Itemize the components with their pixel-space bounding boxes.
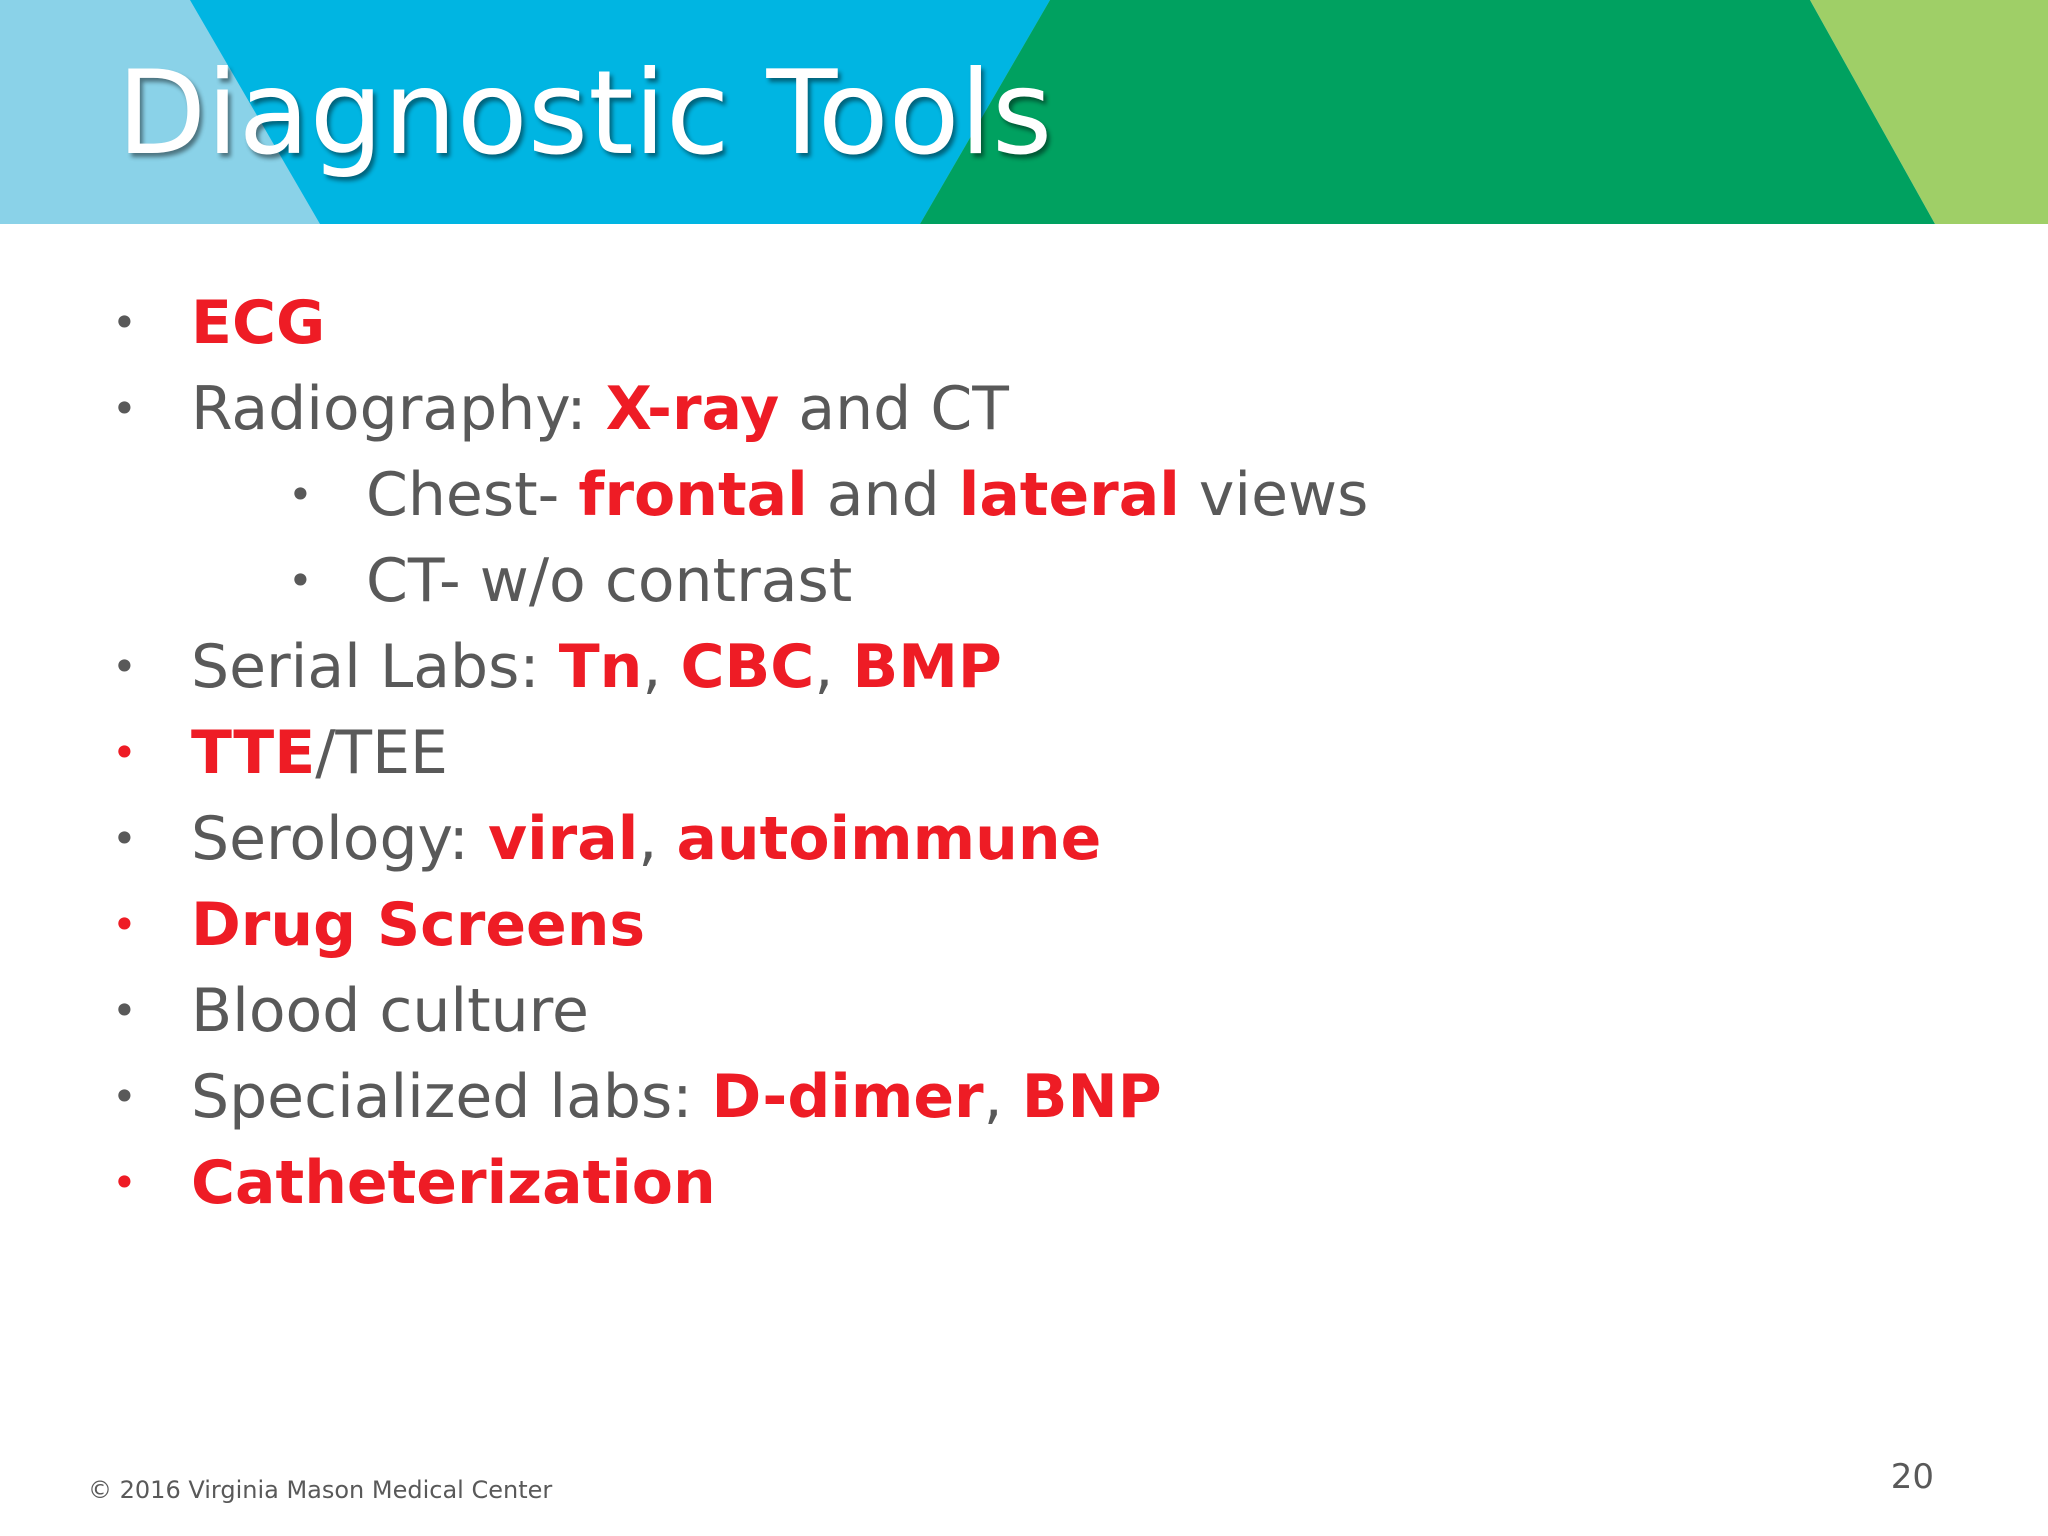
bullet-text-segment: Chest- — [366, 460, 579, 530]
bullet-marker: • — [112, 384, 137, 433]
bullet-item — [0, 1054, 2048, 1140]
bullet-text-segment: , — [814, 632, 853, 702]
highlighted-term: BMP — [852, 632, 1002, 702]
bullet-item — [0, 538, 2048, 624]
highlighted-term: lateral — [958, 460, 1180, 530]
banner-green-band — [920, 0, 1935, 224]
highlighted-term: TTE — [191, 718, 316, 788]
highlighted-term: viral — [487, 804, 639, 874]
bullet-text-segment: /TEE — [315, 718, 448, 788]
bullet-text — [191, 280, 325, 366]
bullet-text-segment: Blood culture — [191, 976, 589, 1046]
bullet-text-segment: views — [1179, 460, 1369, 530]
bullet-text — [191, 366, 1009, 452]
bullet-text — [366, 452, 1368, 538]
bullet-marker: • — [112, 298, 137, 347]
highlighted-term: D-dimer — [711, 1062, 984, 1132]
copyright-footer: © 2016 Virginia Mason Medical Center — [88, 1476, 553, 1504]
bullet-item — [0, 624, 2048, 710]
bullet-text — [191, 1054, 1162, 1140]
bullet-text-segment: and CT — [779, 374, 1009, 444]
bullet-text-segment: Radiography: — [191, 374, 606, 444]
highlighted-term: ECG — [191, 288, 326, 358]
bullet-marker: • — [112, 900, 137, 949]
bullet-marker: • — [112, 1072, 137, 1121]
highlighted-term: CBC — [680, 632, 815, 702]
bullet-marker: • — [112, 814, 137, 863]
bullet-text-segment: and — [807, 460, 959, 530]
highlighted-term: X-ray — [605, 374, 780, 444]
bullet-item — [0, 1140, 2048, 1226]
bullet-item — [0, 882, 2048, 968]
bullet-text — [191, 710, 448, 796]
highlighted-term: autoimmune — [676, 804, 1102, 874]
bullet-text — [191, 624, 1002, 710]
bullet-text-segment: Specialized labs: — [191, 1062, 712, 1132]
bullet-item — [0, 280, 2048, 366]
bullet-item — [0, 366, 2048, 452]
bullet-text-segment: Serial Labs: — [191, 632, 559, 702]
highlighted-term: Catheterization — [191, 1148, 716, 1218]
page-number: 20 — [1890, 1457, 1934, 1497]
bullet-text-segment: Serology: — [191, 804, 488, 874]
bullet-marker: • — [112, 986, 137, 1035]
highlighted-term: Drug Screens — [191, 890, 646, 960]
bullet-item — [0, 968, 2048, 1054]
bullet-marker: • — [288, 556, 313, 605]
slide-title: Diagnostic Tools — [117, 46, 1053, 181]
highlighted-term: frontal — [578, 460, 808, 530]
bullet-text-segment: CT- w/o contrast — [366, 546, 853, 616]
bullet-item — [0, 710, 2048, 796]
highlighted-term: Tn — [558, 632, 643, 702]
bullet-text-segment: , — [983, 1062, 1022, 1132]
bullet-marker: • — [288, 470, 313, 519]
bullet-text — [191, 968, 589, 1054]
header-banner — [0, 0, 2048, 224]
highlighted-term: BNP — [1021, 1062, 1162, 1132]
bullet-text — [191, 1140, 716, 1226]
bullet-marker: • — [112, 728, 137, 777]
bullet-text — [366, 538, 852, 624]
bullet-marker: • — [112, 1158, 137, 1207]
bullet-text — [191, 796, 1101, 882]
bullet-item — [0, 796, 2048, 882]
bullet-list — [0, 280, 2048, 1226]
bullet-text-segment: , — [642, 632, 681, 702]
bullet-item — [0, 452, 2048, 538]
bullet-marker: • — [112, 642, 137, 691]
bullet-text — [191, 882, 645, 968]
bullet-text-segment: , — [638, 804, 677, 874]
